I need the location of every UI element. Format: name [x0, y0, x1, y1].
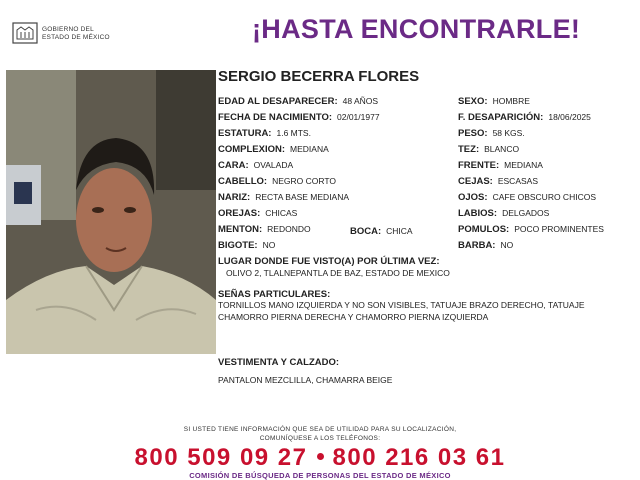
footer-commission: COMISIÓN DE BÚSQUEDA DE PERSONAS DEL ESTADO DE MÉXICO [189, 471, 451, 480]
state-seal-logo [12, 22, 38, 44]
field-labios [458, 208, 549, 219]
field-value: ESCASAS [497, 176, 538, 186]
field-boca [350, 226, 413, 237]
field-value: 18/06/2025 [548, 112, 591, 122]
field-value: 58 KGS. [492, 128, 525, 138]
marks-title: SEÑAS PARTICULARES: [218, 289, 331, 300]
field-label: COMPLEXION: [218, 144, 286, 155]
field-value: 1.6 MTS. [276, 128, 311, 138]
field-fecha-desaparicion [458, 112, 591, 123]
field-value: 48 AÑOS [342, 96, 379, 106]
field-barba [458, 240, 513, 251]
field-complexion [218, 144, 329, 155]
field-value: POCO PROMINENTES [514, 224, 604, 234]
gov-line-1: GOBIERNO DEL [42, 26, 94, 33]
field-label: EDAD AL DESAPARECER: [218, 96, 338, 107]
government-logo-text [42, 26, 110, 42]
field-value: NO [262, 240, 276, 250]
field-cejas [458, 176, 538, 187]
field-pomulos [458, 224, 604, 235]
field-bigote [218, 240, 275, 251]
headline: ¡HASTA ENCONTRARLE! [252, 14, 581, 44]
field-value: NO [500, 240, 514, 250]
field-label: CEJAS: [458, 176, 493, 187]
field-label: ESTATURA: [218, 128, 272, 139]
field-label: TEZ: [458, 144, 480, 155]
field-label: OJOS: [458, 192, 488, 203]
contact-line-1: SI USTED TIENE INFORMACIÓN QUE SEA DE UTILIDAD PARA SU LOCALIZACIÓN, [183, 426, 457, 433]
field-value: CAFE OBSCURO CHICOS [492, 192, 596, 202]
field-value: HOMBRE [492, 96, 530, 106]
field-label: FRENTE: [458, 160, 500, 171]
field-label: BARBA: [458, 240, 496, 251]
marks-text: TORNILLOS MANO IZQUIERDA Y NO SON VISIBLES, TATUAJE BRAZO DERECHO, TATUAJE CHAMORRO PIERNA DERECHA Y CHAMORRO PIERNA IZQUIERDA [218, 300, 585, 322]
field-frente [458, 160, 543, 171]
field-label: NARIZ: [218, 192, 251, 203]
gov-line-2: ESTADO DE MÉXICO [42, 34, 110, 41]
field-tez [458, 144, 519, 155]
field-nariz [218, 192, 349, 203]
field-cabello [218, 176, 336, 187]
last-seen-title: LUGAR DONDE FUE VISTO(A) POR ÚLTIMA VEZ: [218, 256, 440, 267]
field-ojos [458, 192, 596, 203]
field-label: SEXO: [458, 96, 488, 107]
field-value: BLANCO [484, 144, 520, 154]
field-label: FECHA DE NACIMIENTO: [218, 112, 332, 123]
last-seen-text: OLIVO 2, TLALNEPANTLA DE BAZ, ESTADO DE MEXICO [226, 268, 450, 278]
field-sexo [458, 96, 530, 107]
field-menton [218, 224, 311, 235]
field-value: CHICAS [265, 208, 298, 218]
person-name: SERGIO BECERRA FLORES [218, 68, 420, 85]
field-value: MEDIANA [290, 144, 329, 154]
field-label: F. DESAPARICIÓN: [458, 112, 544, 123]
separator-dot-icon [317, 453, 324, 460]
field-value: CHICA [386, 226, 413, 236]
field-fecha-nacimiento [218, 112, 380, 123]
field-label: CABELLO: [218, 176, 268, 187]
person-photo [6, 70, 216, 354]
field-edad [218, 96, 378, 107]
field-label: BOCA: [350, 226, 382, 237]
field-cara [218, 160, 293, 171]
field-label: BIGOTE: [218, 240, 258, 251]
phone-numbers [0, 444, 640, 472]
clothing-text: PANTALON MEZCLILLA, CHAMARRA BEIGE [218, 375, 393, 385]
field-value: MEDIANA [504, 160, 543, 170]
field-value: 02/01/1977 [337, 112, 380, 122]
field-estatura [218, 128, 311, 139]
field-label: PESO: [458, 128, 488, 139]
field-value: REDONDO [267, 224, 311, 234]
clothing-title: VESTIMENTA Y CALZADO: [218, 357, 340, 368]
field-orejas [218, 208, 297, 219]
phone-number-1[interactable]: 800 509 09 27 [134, 444, 308, 471]
field-label: LABIOS: [458, 208, 498, 219]
field-value: RECTA BASE MEDIANA [255, 192, 350, 202]
field-value: OVALADA [253, 160, 294, 170]
field-label: MENTON: [218, 224, 263, 235]
field-label: OREJAS: [218, 208, 261, 219]
field-value: DELGADOS [502, 208, 550, 218]
phone-number-2[interactable]: 800 216 03 61 [332, 444, 506, 471]
field-label: POMULOS: [458, 224, 510, 235]
contact-line-2: COMUNÍQUESE A LOS TELÉFONOS: [259, 435, 381, 442]
field-peso [458, 128, 525, 139]
field-value: NEGRO CORTO [272, 176, 336, 186]
field-label: CARA: [218, 160, 249, 171]
